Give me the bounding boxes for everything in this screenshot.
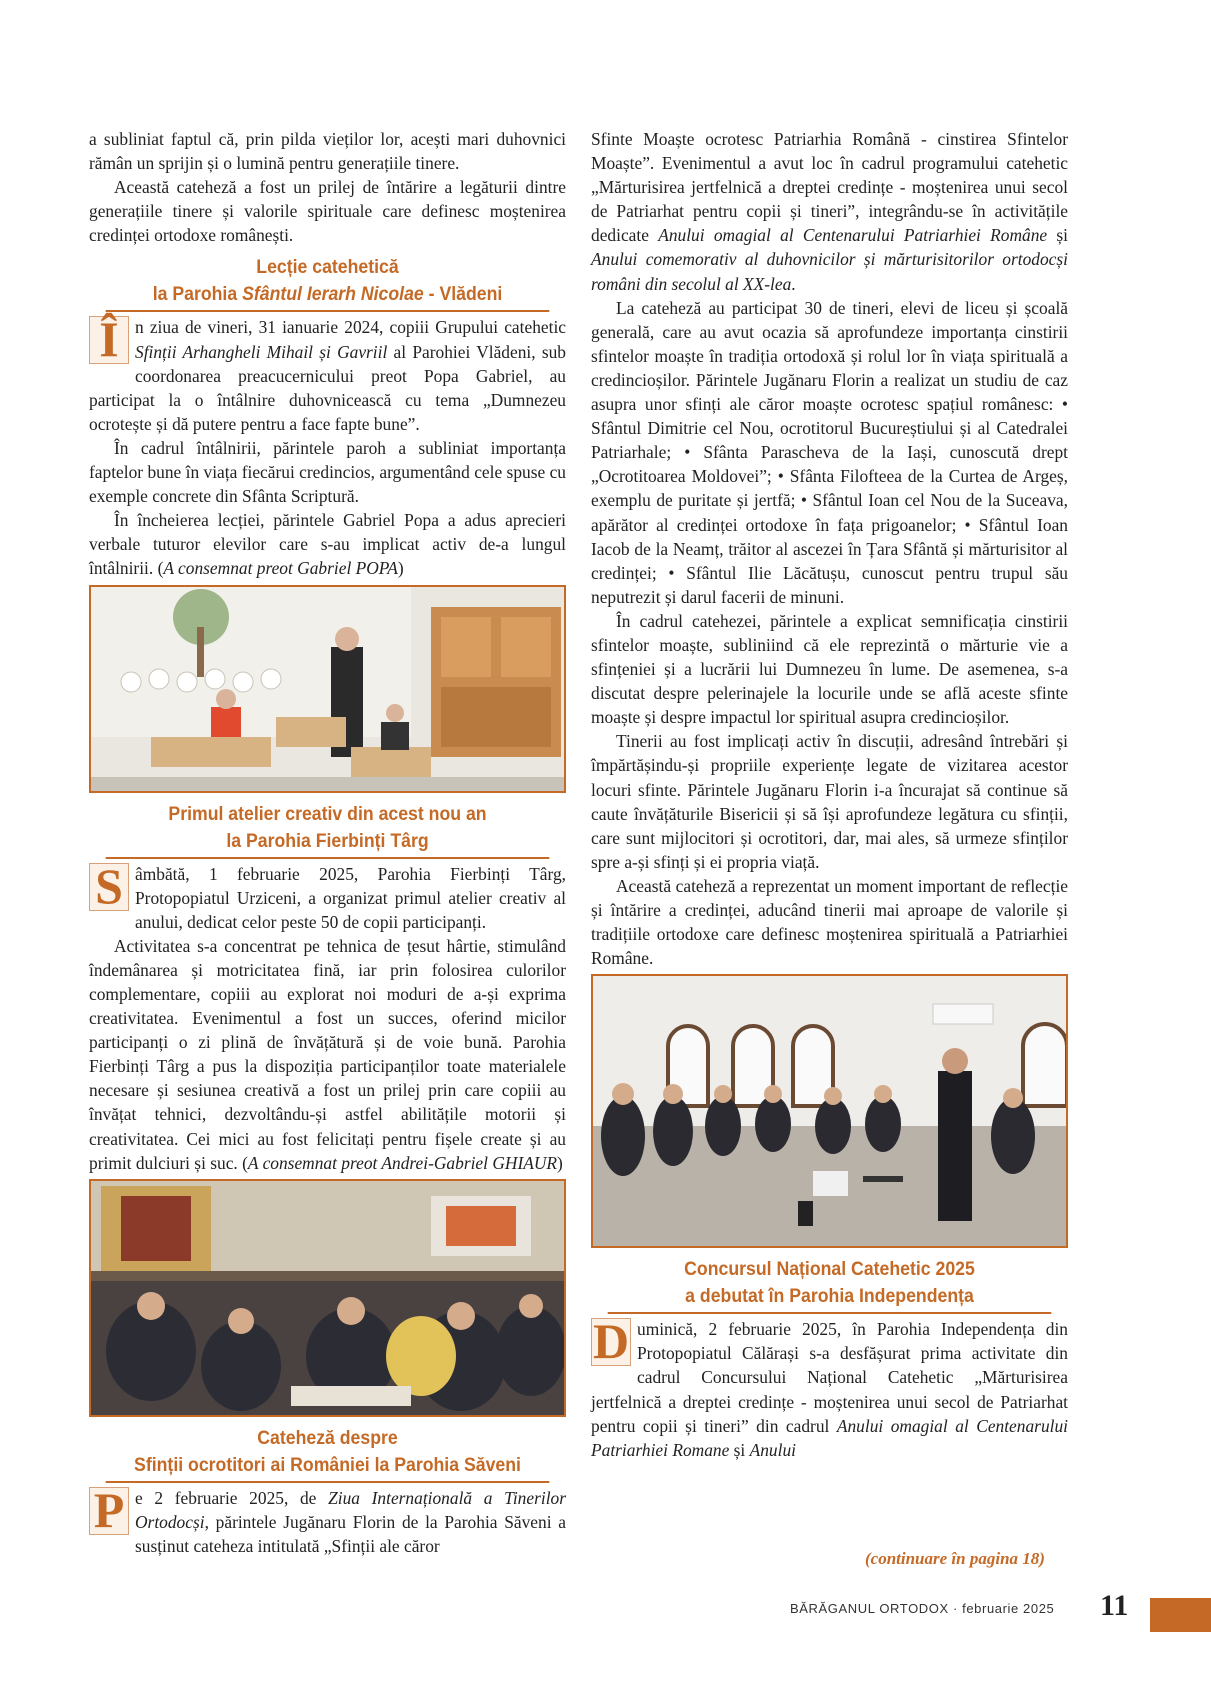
intro-paragraph-2: Această cateheză a fost un prilej de întărire a legăturii dintre generațiile tinere și valorile spirituale care definesc moștenirea credinței ortodoxe românești.: [89, 177, 566, 246]
page-tab: [1150, 1598, 1211, 1632]
photo-catechesis-room: [591, 974, 1068, 1248]
intro-paragraph-1: a subliniat faptul că, prin pilda vieților lor, acești mari duhovnici rămân un sprijin și o lumină pentru generațiile tinere.: [89, 129, 566, 174]
article-saveni-continued-paragraph-1: Sfinte Moaște ocrotesc Patriarhia Română - cinstirea Sfintelor Moaște”. Evenimentul a avut loc în cadrul programului catehetic „Mărturisirea jertfelnică a dreptei credințe - moștenirea unui secol de Patriarhat pentru copii și tineri”, integrându-se în activitățile dedicate Anului omagial al Centenarului Patriarhiei Române și Anului comemorativ al duhovnicilor și mărturisitorilor ortodocși români din secolul al XX-lea.: [591, 129, 1068, 294]
article-independenta-paragraph-1: D uminică, 2 februarie 2025, în Parohia Independența din Protopopiatul Călărași s-a desfășurat prima activitate din cadrul Concursului Național Catehetic „Mărturisirea jertfelnică a dreptei credințe - moștenirea unui secol de Patriarhat pentru copii și tineri” din cadrul Anului omagial al Centenarului Patriarhiei Romane și Anului: [591, 1313, 1068, 1460]
issue-date: februarie 2025: [962, 1601, 1055, 1616]
article-fierbinti-paragraph-2: Activitatea s-a concentrat pe tehnica de țesut hârtie, stimulând îndemânarea și motricitatea fină, iar prin folosirea culorilor complementare, copiii au explorat noi moduri de a-și exprima creativitatea. Evenimentul a fost un succes, oferind micilor participanți o zi plină de învățătură și de voie bună. Parohia Fierbinți Târg a pus la dispoziția participanților toate materialele necesare și sesiunea creativă a fost un prilej prin care copiii au învățat tehnici, dezvoltându-și astfel abilitățile motorii și creativitatea. Cei mici au fost felicitați pentru fișele create și au primit dulciuri și suc. (A consemnat preot Andrei-Gabriel GHIAUR): [89, 935, 566, 1173]
article-vladeni-paragraph-3: În încheierea lecției, părintele Gabriel Popa a adus aprecieri verbale tuturor elevilor care s-au implicat activ de-a lungul întâlnirii. (A consemnat preot Gabriel POPA): [89, 510, 566, 579]
article-independenta-title: Concursul Național Catehetic 2025 a debutat în Parohia Independența: [608, 1256, 1052, 1314]
photo-workshop: [89, 1179, 566, 1417]
publication-name: BĂRĂGANUL ORTODOX: [790, 1601, 949, 1616]
drop-cap: S: [89, 863, 129, 911]
continued-link[interactable]: (continuare în pagina 18): [865, 1549, 1045, 1568]
article-saveni-paragraph-4: Tinerii au fost implicați activ în discuții, adresând întrebări și împărtășindu-și propriile experiențe legate de vizitarea acestor locuri sfinte. Părintele Jugănaru Florin i-a încurajat să continue să caute învățăturile Bisericii și să își aprofundeze legătura cu sfinții, care sunt mijlocitori și ocrotitori, dar, mai ales, să urmeze sfinților spre a-și sfinți și ei propria viață.: [591, 731, 1068, 872]
article-vladeni-paragraph-2: În cadrul întâlnirii, părintele paroh a subliniat importanța faptelor bune în viața fiecărui credincios, argumentând cele spuse cu exemple concrete din Sfânta Scriptură.: [89, 437, 566, 507]
article-saveni-paragraph-5: Această cateheză a reprezentat un moment important de reflecție și întărire a credinței, aducând tinerii mai aproape de valorile și tradițiile ortodoxe care definesc moștenirea spirituală a Patriarhiei Române.: [591, 875, 1068, 969]
drop-cap: D: [592, 1313, 630, 1370]
article-saveni-paragraph-2: La cateheză au participat 30 de tineri, elevi de liceu și școală generală, care au avut ocazia să aprofundeze importanța cinstirii sfintelor moaște în tradiția ortodoxă și rolul lor în viața spirituală a credincioșilor. Părintele Jugănaru Florin a realizat un studiu de caz asupra unor sfinți ale căror moaște ocrotesc spațiul românesc: • Sfântul Dimitrie cel Nou, ocrotitorul Bucureștiului și al Catedralei Patriarhale; • Sfânta Parascheva de la Iași, cunoscută drept „Ocrotitoarea Moldovei”; • Sfânta Filofteea de la Curtea de Argeș, exemplu de puritate și jertfă; • Sfântul Ioan cel Nou de la Suceava, apărător al credinței ortodoxe în fața prigoanelor; • Sfântul Ioan Iacob de la Neamț, trăitor al ascezei în Țara Sfântă și mărturisitor al credinței; • Sfântul Ilie Lăcătușu, cunoscut pentru trupul său neputrezit și darul facerii de minuni.: [591, 297, 1068, 607]
drop-cap: Î: [89, 316, 129, 364]
article-saveni-paragraph-3: În cadrul catehezei, părintele a explicat semnificația cinstirii sfintelor moaște, subliniind că ele reprezintă o mărturie vie a sfințeniei și a lucrării lui Dumnezeu în lume. De asemenea, s-a discutat despre pelerinajele la locurile unde se află aceste sfinte moaște și despre impactul lor spiritual asupra credincioșilor.: [591, 610, 1068, 728]
page-number: 11: [1100, 1589, 1129, 1622]
footer: BĂRĂGANUL ORTODOX · februarie 2025: [790, 1601, 1055, 1616]
article-fierbinti-paragraph-1: S âmbătă, 1 februarie 2025, Parohia Fierbinți Târg, Protopopiatul Urziceni, a organizat primul atelier creativ al anului, dedicat celor peste 50 de copii participanți.: [89, 862, 566, 934]
right-column: [591, 127, 1068, 1462]
left-column: [89, 127, 566, 1558]
photo-classroom: [89, 585, 566, 793]
article-vladeni-paragraph-1: Î n ziua de vineri, 31 ianuarie 2024, copiii Grupului catehetic Sfinții Arhangheli Mihail și Gavriil al Parohiei Vlădeni, sub coordonarea preacucernicului preot Popa Gabriel, au participat la o întâlnire duhovnicească cu tema „Dumnezeu ocrotește și dă putere pentru a face fapte bune”.: [89, 311, 566, 434]
article-fierbinti-title: Primul atelier creativ din acest nou an la Parohia Fierbinți Târg: [106, 801, 550, 859]
article-saveni-paragraph-1: P e 2 februarie 2025, de Ziua Internațională a Tinerilor Ortodocși, părintele Jugănaru Florin de la Parohia Săveni a susținut cateheza intitulată „Sfinții ale căror: [89, 1486, 566, 1558]
drop-cap: P: [89, 1487, 129, 1535]
article-vladeni-title: Lecție catehetică la Parohia Sfântul Ierarh Nicolae - Vlădeni: [106, 254, 550, 312]
article-saveni-title: Cateheză despre Sfinții ocrotitori ai României la Parohia Săveni: [106, 1425, 550, 1483]
